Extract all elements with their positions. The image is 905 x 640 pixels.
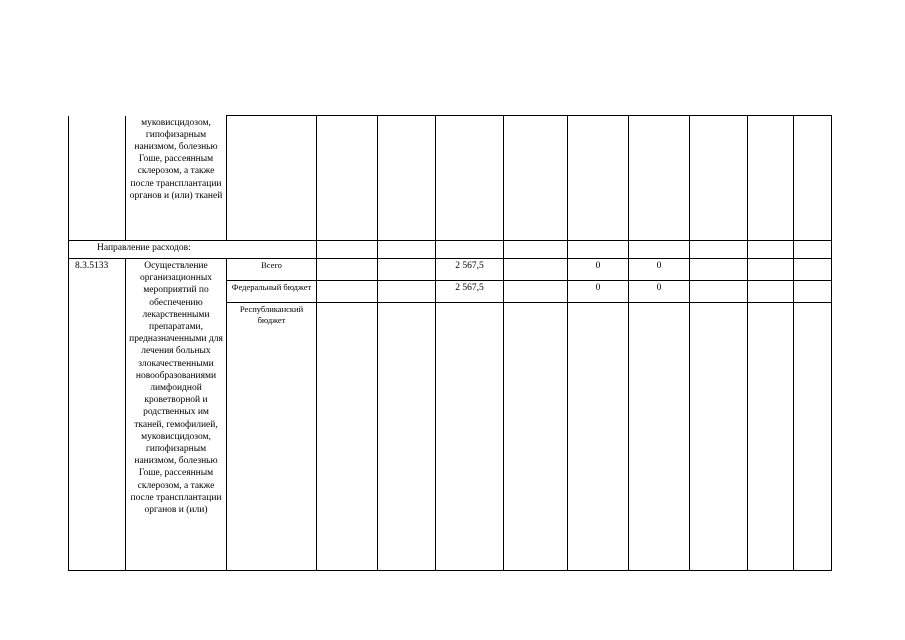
amount-cell: 0: [629, 259, 690, 281]
source-label: Республиканский бюджет: [227, 303, 317, 571]
table-row-direction: [69, 241, 832, 259]
amount-cell: [629, 303, 690, 571]
amount-cell: 0: [629, 281, 690, 303]
amount-cell: 2 567,5: [436, 281, 504, 303]
item-description: Осуществление организационных мероприятий по обеспечению лекарственными препаратами, предназначенными для лечения больных злокачественными новообразованиями лимфоидной кроветворной и родственных им тканей, гемофилией, муковисцидозом, гипофизарным нанизмом, болезнью Гоше, рассеянным склерозом, а также после трансплантации органов и (или): [126, 259, 227, 571]
source-label: Федеральный бюджет: [227, 281, 317, 303]
direction-label: Направление расходов:: [69, 241, 317, 259]
table-row: [69, 259, 832, 281]
amount-cell: 0: [568, 281, 629, 303]
amount-cell: [568, 303, 629, 571]
table-row-continuation: [69, 116, 832, 241]
item-code: 8.3.5133: [69, 259, 126, 571]
source-label: Всего: [227, 259, 317, 281]
code-cell: [69, 116, 126, 241]
amount-cell: 0: [568, 259, 629, 281]
amount-cell: 2 567,5: [436, 259, 504, 281]
budget-table: [68, 115, 832, 571]
source-cell: [227, 116, 317, 241]
description-cell: муковисцидозом, гипофизарным нанизмом, болезнью Гоше, рассеянным склерозом, а также после трансплантации органов и (или) тканей: [126, 116, 227, 241]
amount-cell: [436, 303, 504, 571]
